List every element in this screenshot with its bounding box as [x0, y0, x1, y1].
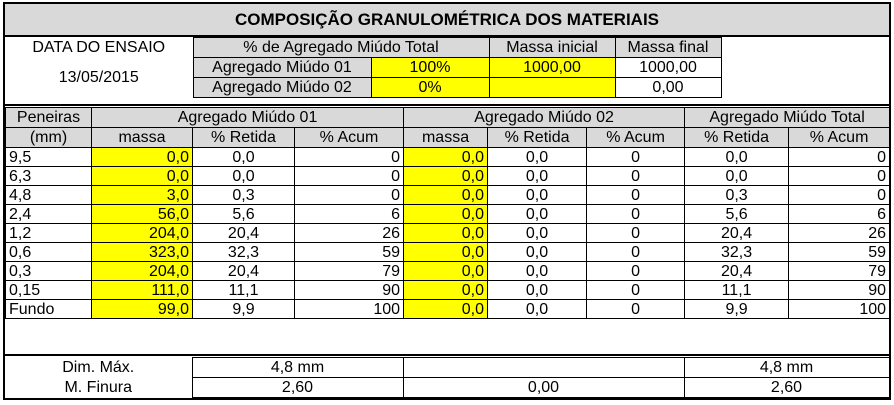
retida-01-cell: 0,0 — [193, 167, 295, 186]
m-finura-label: M. Finura — [64, 379, 133, 396]
retida-total-cell: 20,4 — [685, 224, 789, 243]
acum-01-cell: 0 — [295, 167, 404, 186]
massa-inicial-header: Massa inicial — [489, 38, 615, 58]
retida-02-cell: 0,0 — [488, 300, 587, 319]
acum-02-cell: 0 — [587, 243, 685, 262]
col-retida-total: % Retida — [685, 128, 789, 148]
massa-02-cell[interactable]: 0,0 — [404, 167, 488, 186]
acum-01-cell: 59 — [295, 243, 404, 262]
retida-02-cell: 0,0 — [488, 148, 587, 167]
table-row — [6, 262, 890, 281]
peneiras-header: Peneiras — [6, 108, 92, 128]
col-retida-02: % Retida — [488, 128, 587, 148]
table-row — [6, 148, 890, 167]
section-divider — [5, 104, 889, 106]
retida-01-cell: 11,1 — [193, 281, 295, 300]
massa-01-cell[interactable]: 323,0 — [92, 243, 193, 262]
massa-02-cell[interactable]: 0,0 — [404, 281, 488, 300]
acum-02-cell: 0 — [587, 148, 685, 167]
peneira-cell: 0,3 — [6, 262, 92, 281]
acum-total-cell: 6 — [789, 205, 890, 224]
peneira-cell: 4,8 — [6, 186, 92, 205]
info-row-massa-inicial[interactable] — [489, 78, 615, 98]
peneira-cell: Fundo — [6, 300, 92, 319]
retida-total-cell: 20,4 — [685, 262, 789, 281]
granulometry-sheet — [3, 2, 891, 400]
retida-01-cell: 0,0 — [193, 148, 295, 167]
massa-02-cell[interactable]: 0,0 — [404, 148, 488, 167]
acum-01-cell: 90 — [295, 281, 404, 300]
col-massa-01: massa — [92, 128, 193, 148]
retida-total-cell: 0,3 — [685, 186, 789, 205]
m-finura-02: 0,00 — [403, 378, 684, 398]
pct-header: % de Agregado Miúdo Total — [193, 38, 489, 58]
col-acum-total: % Acum — [789, 128, 890, 148]
dim-max-label: Dim. Máx. — [62, 359, 135, 376]
retida-total-cell: 0,0 — [685, 167, 789, 186]
info-table — [5, 37, 889, 98]
info-row-massa-inicial[interactable]: 1000,00 — [489, 58, 615, 78]
section-divider — [5, 354, 889, 356]
retida-01-cell: 5,6 — [193, 205, 295, 224]
info-row-pct[interactable]: 100% — [371, 58, 489, 78]
info-blank — [721, 58, 889, 78]
m-finura-01: 2,60 — [192, 378, 403, 398]
retida-02-cell: 0,0 — [488, 281, 587, 300]
retida-02-cell: 0,0 — [488, 186, 587, 205]
group-header-total: Agregado Miúdo Total — [685, 108, 890, 128]
info-blank — [721, 78, 889, 98]
acum-02-cell: 0 — [587, 167, 685, 186]
retida-02-cell: 0,0 — [488, 262, 587, 281]
acum-02-cell: 0 — [587, 205, 685, 224]
m-finura-total: 2,60 — [684, 378, 889, 398]
massa-01-cell[interactable]: 111,0 — [92, 281, 193, 300]
group-header-02: Agregado Miúdo 02 — [404, 108, 685, 128]
massa-02-cell[interactable]: 0,0 — [404, 262, 488, 281]
acum-total-cell: 0 — [789, 167, 890, 186]
massa-02-cell[interactable]: 0,0 — [404, 243, 488, 262]
acum-01-cell: 79 — [295, 262, 404, 281]
massa-01-cell[interactable]: 0,0 — [92, 167, 193, 186]
retida-02-cell: 0,0 — [488, 224, 587, 243]
sheet-title: COMPOSIÇÃO GRANULOMÉTRICA DOS MATERIAIS — [5, 4, 889, 37]
col-retida-01: % Retida — [193, 128, 295, 148]
retida-02-cell: 0,0 — [488, 167, 587, 186]
info-blank — [721, 38, 889, 58]
acum-total-cell: 0 — [789, 186, 890, 205]
massa-01-cell[interactable]: 3,0 — [92, 186, 193, 205]
acum-01-cell: 0 — [295, 186, 404, 205]
acum-02-cell: 0 — [587, 186, 685, 205]
peneira-cell: 9,5 — [6, 148, 92, 167]
info-row-pct[interactable]: 0% — [371, 78, 489, 98]
data-ensaio-value: 13/05/2015 — [58, 69, 139, 86]
peneira-cell: 1,2 — [6, 224, 92, 243]
retida-02-cell: 0,0 — [488, 243, 587, 262]
retida-total-cell: 9,9 — [685, 300, 789, 319]
massa-01-cell[interactable]: 204,0 — [92, 262, 193, 281]
peneira-cell: 0,6 — [6, 243, 92, 262]
table-row — [6, 205, 890, 224]
summary-table — [5, 357, 890, 398]
massa-02-cell[interactable]: 0,0 — [404, 224, 488, 243]
retida-01-cell: 20,4 — [193, 262, 295, 281]
data-ensaio-label: DATA DO ENSAIO — [32, 39, 166, 56]
sieve-table — [5, 107, 890, 319]
retida-total-cell: 0,0 — [685, 148, 789, 167]
acum-02-cell: 0 — [587, 281, 685, 300]
table-row — [6, 281, 890, 300]
massa-02-cell[interactable]: 0,0 — [404, 205, 488, 224]
acum-02-cell: 0 — [587, 262, 685, 281]
acum-01-cell: 0 — [295, 148, 404, 167]
sieve-rows — [6, 148, 890, 319]
info-row-name: Agregado Miúdo 02 — [193, 78, 371, 98]
retida-01-cell: 32,3 — [193, 243, 295, 262]
massa-final-header: Massa final — [615, 38, 721, 58]
retida-02-cell: 0,0 — [488, 205, 587, 224]
mm-header: (mm) — [6, 128, 92, 148]
peneira-cell: 6,3 — [6, 167, 92, 186]
acum-02-cell: 0 — [587, 224, 685, 243]
acum-total-cell: 59 — [789, 243, 890, 262]
retida-01-cell: 9,9 — [193, 300, 295, 319]
acum-total-cell: 100 — [789, 300, 890, 319]
group-header-01: Agregado Miúdo 01 — [92, 108, 404, 128]
info-row-massa-final: 1000,00 — [615, 58, 721, 78]
info-row-massa-final: 0,00 — [615, 78, 721, 98]
dim-max-01: 4,8 mm — [192, 358, 403, 378]
col-acum-01: % Acum — [295, 128, 404, 148]
table-row — [6, 224, 890, 243]
acum-01-cell: 100 — [295, 300, 404, 319]
acum-total-cell: 79 — [789, 262, 890, 281]
table-row — [6, 300, 890, 319]
col-acum-02: % Acum — [587, 128, 685, 148]
retida-total-cell: 5,6 — [685, 205, 789, 224]
massa-01-cell[interactable]: 99,0 — [92, 300, 193, 319]
peneira-cell: 0,15 — [6, 281, 92, 300]
retida-01-cell: 20,4 — [193, 224, 295, 243]
table-row — [6, 186, 890, 205]
retida-total-cell: 11,1 — [685, 281, 789, 300]
acum-total-cell: 26 — [789, 224, 890, 243]
acum-total-cell: 0 — [789, 148, 890, 167]
massa-02-cell[interactable]: 0,0 — [404, 300, 488, 319]
massa-01-cell[interactable]: 0,0 — [92, 148, 193, 167]
peneira-cell: 2,4 — [6, 205, 92, 224]
massa-02-cell[interactable]: 0,0 — [404, 186, 488, 205]
table-row — [6, 167, 890, 186]
acum-01-cell: 6 — [295, 205, 404, 224]
dim-max-total: 4,8 mm — [684, 358, 889, 378]
retida-total-cell: 32,3 — [685, 243, 789, 262]
acum-02-cell: 0 — [587, 300, 685, 319]
acum-01-cell: 26 — [295, 224, 404, 243]
massa-01-cell[interactable]: 56,0 — [92, 205, 193, 224]
info-row-name: Agregado Miúdo 01 — [193, 58, 371, 78]
dim-max-02 — [403, 358, 684, 378]
table-row — [6, 243, 890, 262]
acum-total-cell: 90 — [789, 281, 890, 300]
massa-01-cell[interactable]: 204,0 — [92, 224, 193, 243]
col-massa-02: massa — [404, 128, 488, 148]
retida-01-cell: 0,3 — [193, 186, 295, 205]
